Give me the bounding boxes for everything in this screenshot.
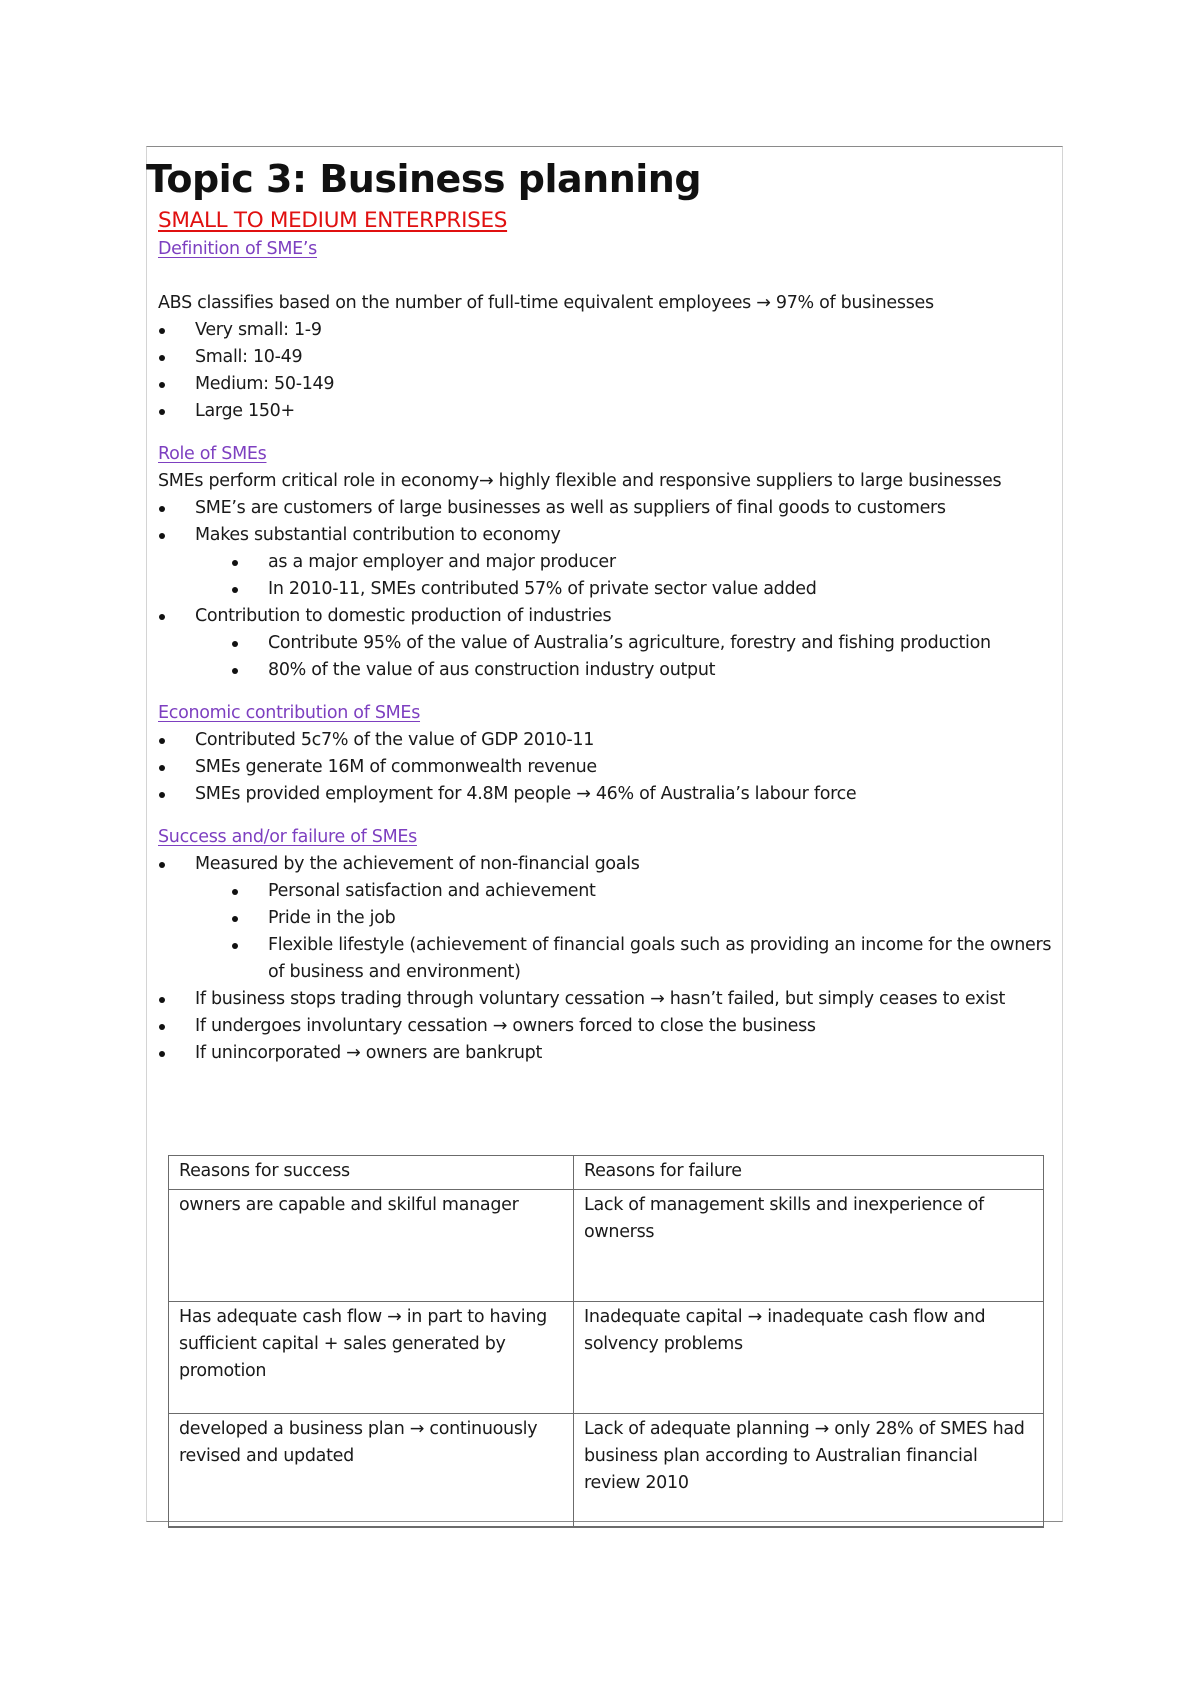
- list-item: If unincorporated → owners are bankrupt: [158, 1040, 1058, 1067]
- list-item: Contribution to domestic production of industries: [158, 603, 1058, 630]
- bullet-icon: [232, 889, 238, 895]
- heading-definition: Definition of SME’s: [158, 239, 317, 259]
- sublist-container: [158, 549, 1058, 603]
- list-item: Large 150+: [158, 398, 1058, 425]
- list-item: Small: 10-49: [158, 344, 1058, 371]
- list-item: as a major employer and major producer: [158, 549, 1058, 576]
- list-item: Medium: 50-149: [158, 371, 1058, 398]
- bullet-icon: [232, 916, 238, 922]
- definition-intro: ABS classifies based on the number of full-time equivalent employees → 97% of businesses: [158, 293, 934, 313]
- bullet-icon: [159, 409, 165, 415]
- table-cell: Lack of management skills and inexperience of ownerss: [574, 1190, 1044, 1302]
- list-item: Flexible lifestyle (achievement of financial goals such as providing an income for the owners of business and environment): [158, 932, 1058, 986]
- bullet-icon: [159, 614, 165, 620]
- table-row: [169, 1302, 1044, 1414]
- bullet-icon: [159, 533, 165, 539]
- table-row: [169, 1190, 1044, 1302]
- bullet-icon: [159, 765, 165, 771]
- bullet-icon: [159, 1051, 165, 1057]
- document-body: [146, 152, 1058, 1067]
- list-item: Makes substantial contribution to economy: [158, 522, 1058, 549]
- list-item: SMEs provided employment for 4.8M people → 46% of Australia’s labour force: [158, 781, 1058, 808]
- header-success: Reasons for success: [169, 1156, 574, 1190]
- list-item: Personal satisfaction and achievement: [158, 878, 1058, 905]
- sublist-container: [158, 878, 1058, 986]
- section-heading-sme: SMALL TO MEDIUM ENTERPRISES: [158, 208, 508, 233]
- bullet-icon: [232, 587, 238, 593]
- list-item: Very small: 1-9: [158, 317, 1058, 344]
- role-list: [158, 495, 1058, 684]
- bullet-icon: [159, 506, 165, 512]
- role-sublist-1: [158, 549, 1058, 603]
- spacer: [158, 425, 1058, 441]
- table-cell: owners are capable and skilful manager: [169, 1190, 574, 1302]
- bullet-icon: [159, 792, 165, 798]
- list-item: 80% of the value of aus construction industry output: [158, 657, 1058, 684]
- spacer: [158, 684, 1058, 700]
- list-item: Contributed 5c7% of the value of GDP 2010-11: [158, 727, 1058, 754]
- bullet-icon: [159, 355, 165, 361]
- table-row: [169, 1414, 1044, 1528]
- header-failure: Reasons for failure: [574, 1156, 1044, 1190]
- bullet-icon: [159, 328, 165, 334]
- heading-success-failure: Success and/or failure of SMEs: [158, 827, 417, 847]
- bullet-icon: [232, 943, 238, 949]
- list-item: Pride in the job: [158, 905, 1058, 932]
- spacer: [158, 808, 1058, 824]
- blank-line: [158, 263, 1058, 290]
- role-sublist-2: [158, 630, 1058, 684]
- success-list: [158, 851, 1058, 1067]
- bullet-icon: [159, 997, 165, 1003]
- bullet-icon: [159, 862, 165, 868]
- bullet-icon: [159, 382, 165, 388]
- economic-list: [158, 727, 1058, 808]
- list-item: If business stops trading through voluntary cessation → hasn’t failed, but simply ceases to exist: [158, 986, 1058, 1013]
- bullet-icon: [159, 1024, 165, 1030]
- list-item: In 2010-11, SMEs contributed 57% of private sector value added: [158, 576, 1058, 603]
- heading-economic: Economic contribution of SMEs: [158, 703, 421, 723]
- table-cell: developed a business plan → continuously revised and updated: [169, 1414, 574, 1528]
- role-intro: SMEs perform critical role in economy→ highly flexible and responsive suppliers to large businesses: [158, 471, 1002, 491]
- definition-list: [158, 317, 1058, 425]
- list-item: If undergoes involuntary cessation → owners forced to close the business: [158, 1013, 1058, 1040]
- list-item: Contribute 95% of the value of Australia’s agriculture, forestry and fishing production: [158, 630, 1058, 657]
- heading-role: Role of SMEs: [158, 444, 267, 464]
- reasons-table: [168, 1155, 1044, 1528]
- bullet-icon: [232, 560, 238, 566]
- page-title: Topic 3: Business planning: [146, 157, 702, 201]
- success-sublist: [158, 878, 1058, 986]
- list-item: Measured by the achievement of non-financial goals: [158, 851, 1058, 878]
- table-header-row: [169, 1156, 1044, 1190]
- table-cell: Has adequate cash flow → in part to having sufficient capital + sales generated by promotion: [169, 1302, 574, 1414]
- table-cell: Inadequate capital → inadequate cash flow and solvency problems: [574, 1302, 1044, 1414]
- sublist-container: [158, 630, 1058, 684]
- bullet-icon: [159, 738, 165, 744]
- list-item: SMEs generate 16M of commonwealth revenue: [158, 754, 1058, 781]
- bullet-icon: [232, 668, 238, 674]
- table-cell: Lack of adequate planning → only 28% of SMES had business plan according to Australian financial review 2010: [574, 1414, 1044, 1528]
- list-item: SME’s are customers of large businesses as well as suppliers of final goods to customers: [158, 495, 1058, 522]
- bullet-icon: [232, 641, 238, 647]
